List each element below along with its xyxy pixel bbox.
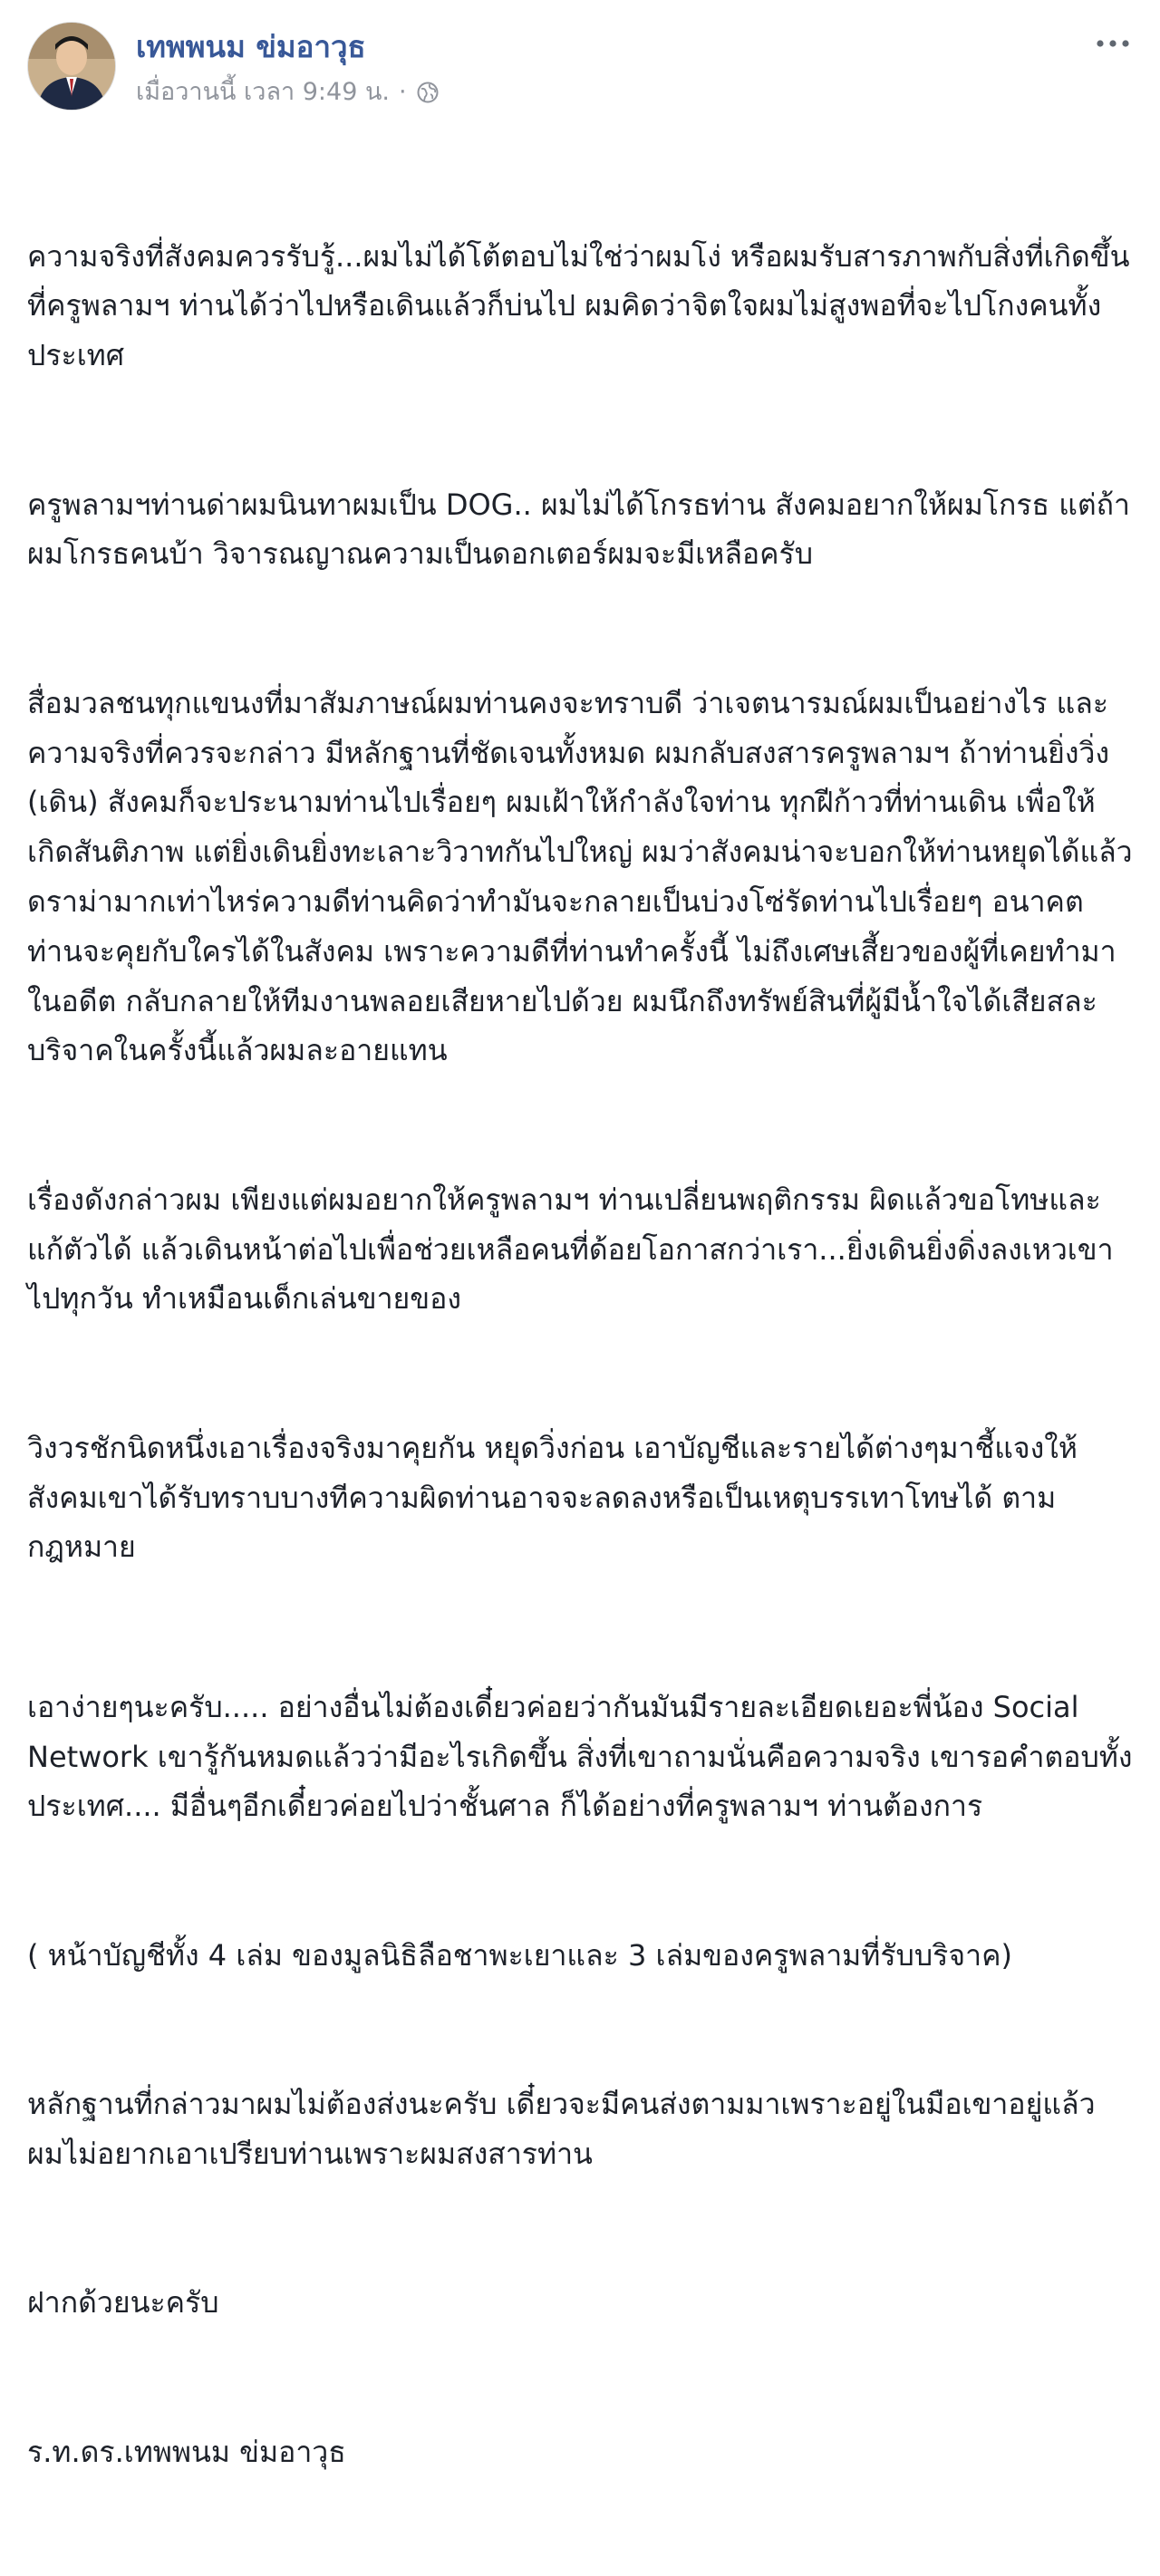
author-name[interactable]: เทพพนม ข่มอาวุธ	[136, 29, 366, 64]
post-paragraph: ครูพลามฯท่านด่าผมนินทาผมเป็น DOG.. ผมไม่ได้โกรธท่าน สังคมอยากให้ผมโกรธ แต่ถ้าผมโกรธคนบ้า วิจารณญาณความเป็นดอกเตอร์ผมจะมีเหลือครับ	[27, 487, 1130, 572]
post-meta	[136, 76, 440, 109]
post-paragraph: ฝากด้วยนะครับ	[27, 2285, 219, 2320]
post-paragraph: ( หน้าบัญชีทั้ง 4 เล่ม ของมูลนิธิลือชาพะเยาและ 3 เล่มของครูพลามที่รับบริจาค)	[27, 1937, 1012, 1973]
post-paragraph: เอาง่ายๆนะครับ..... อย่างอื่นไม่ต้องเดี๋ยวค่อยว่ากันมันมีรายละเอียดเยอะพี่น้อง Social Network เขารู้กันหมดแล้วว่ามีอะไรเกิดขึ้น สิ่งที่เขาถามนั่นคือความจริง เขารอคำตอบทั้งประเทศ.... มีอื่นๆอีกเดี๋ยวค่อยไปว่าชั้นศาล ก็ได้อย่างที่ครูพลามฯ ท่านต้องการ	[27, 1689, 1133, 1824]
profile-photo	[28, 23, 115, 110]
post-header	[27, 22, 1133, 112]
post-paragraph: ความจริงที่สังคมควรรับรู้...ผมไม่ได้โต้ตอบไม่ใช่ว่าผมโง่ หรือผมรับสารภาพกับสิ่งที่เกิดขึ้น ที่ครูพลามฯ ท่านได้ว่าไปหรือเดินแล้วก็บ่นไป ผมคิดว่าจิตใจผมไม่สูงพอที่จะไปโกงคนทั้งประเทศ	[27, 238, 1139, 373]
post-paragraph: วิงวรชักนิดหนึ่งเอาเรื่องจริงมาคุยกัน หยุดวิ่งก่อน เอาบัญชีและรายได้ต่างๆมาชี้แจงให้สังคมเขาได้รับทราบบางทีความผิดท่านอาจจะลดลงหรือเป็นเหตุบรรเทาโทษได้ ตามกฎหมาย	[27, 1430, 1078, 1565]
post-paragraph: หลักฐานที่กล่าวมาผมไม่ต้องส่งนะครับ เดี๋ยวจะมีคนส่งตามมาเพราะอยู่ในมือเขาอยู่แล้ว ผมไม่อยากเอาเปรียบท่านเพราะผมสงสารท่าน	[27, 2087, 1105, 2171]
post-signature: ร.ท.ดร.เทพพนม ข่มอาวุธ	[27, 2434, 346, 2469]
meta-separator: ·	[399, 78, 407, 106]
post-paragraph: เรื่องดังกล่าวผม เพียงแต่ผมอยากให้ครูพลามฯ ท่านเปลี่ยนพฤติกรรม ผิดแล้วขอโทษและแก้ตัวได้ แล้วเดินหน้าต่อไปเพื่อช่วยเหลือคนที่ด้อยโอกาสกว่าเรา...ยิ่งเดินยิ่งดิ่งลงเหวเขาไปทุกวัน ทำเหมือนเด็กเล่นขายของ	[27, 1182, 1114, 1317]
avatar[interactable]	[27, 22, 116, 111]
globe-icon[interactable]	[416, 81, 440, 104]
post-timestamp[interactable]: เมื่อวานนี้ เวลา 9:49 น.	[136, 78, 390, 106]
post-paragraph: สื่อมวลชนทุกแขนงที่มาสัมภาษณ์ผมท่านคงจะทราบดี ว่าเจตนารมณ์ผมเป็นอย่างไร และความจริงที่ควรจะกล่าว มีหลักฐานที่ชัดเจนทั้งหมด ผมกลับสงสารครูพลามฯ ถ้าท่านยิ่งวิ่ง (เดิน) สังคมก็จะประนามท่านไปเรื่อยๆ ผมเฝ้าให้กำลังใจท่าน ทุกฝีก้าวที่ท่านเดิน เพื่อให้เกิดสันติภาพ แต่ยิ่งเดินยิ่งทะเลาะวิวาทกันไปใหญ่ ผมว่าสังคมน่าจะบอกให้ท่านหยุดได้แล้ว ดราม่ามากเท่าไหร่ความดีท่านคิดว่าทำมันจะกลายเป็นบ่วงโซ่รัดท่านไปเรื่อยๆ อนาคตท่านจะคุยกับใครได้ในสังคม เพราะความดีที่ท่านทำครั้งนี้ ไม่ถึงเศษเสี้ยวของผู้ที่เคยทำมาในอดีต กลับกลายให้ทีมงานพลอยเสียหายไปด้วย ผมนึกถึงทรัพย์สินที่ผู้มีน้ำใจได้เสียสละบริจาคในครั้งนี้แล้วผมละอายแทน	[27, 685, 1142, 1068]
post-body	[27, 132, 1142, 2576]
more-options-icon[interactable]	[1093, 34, 1133, 53]
